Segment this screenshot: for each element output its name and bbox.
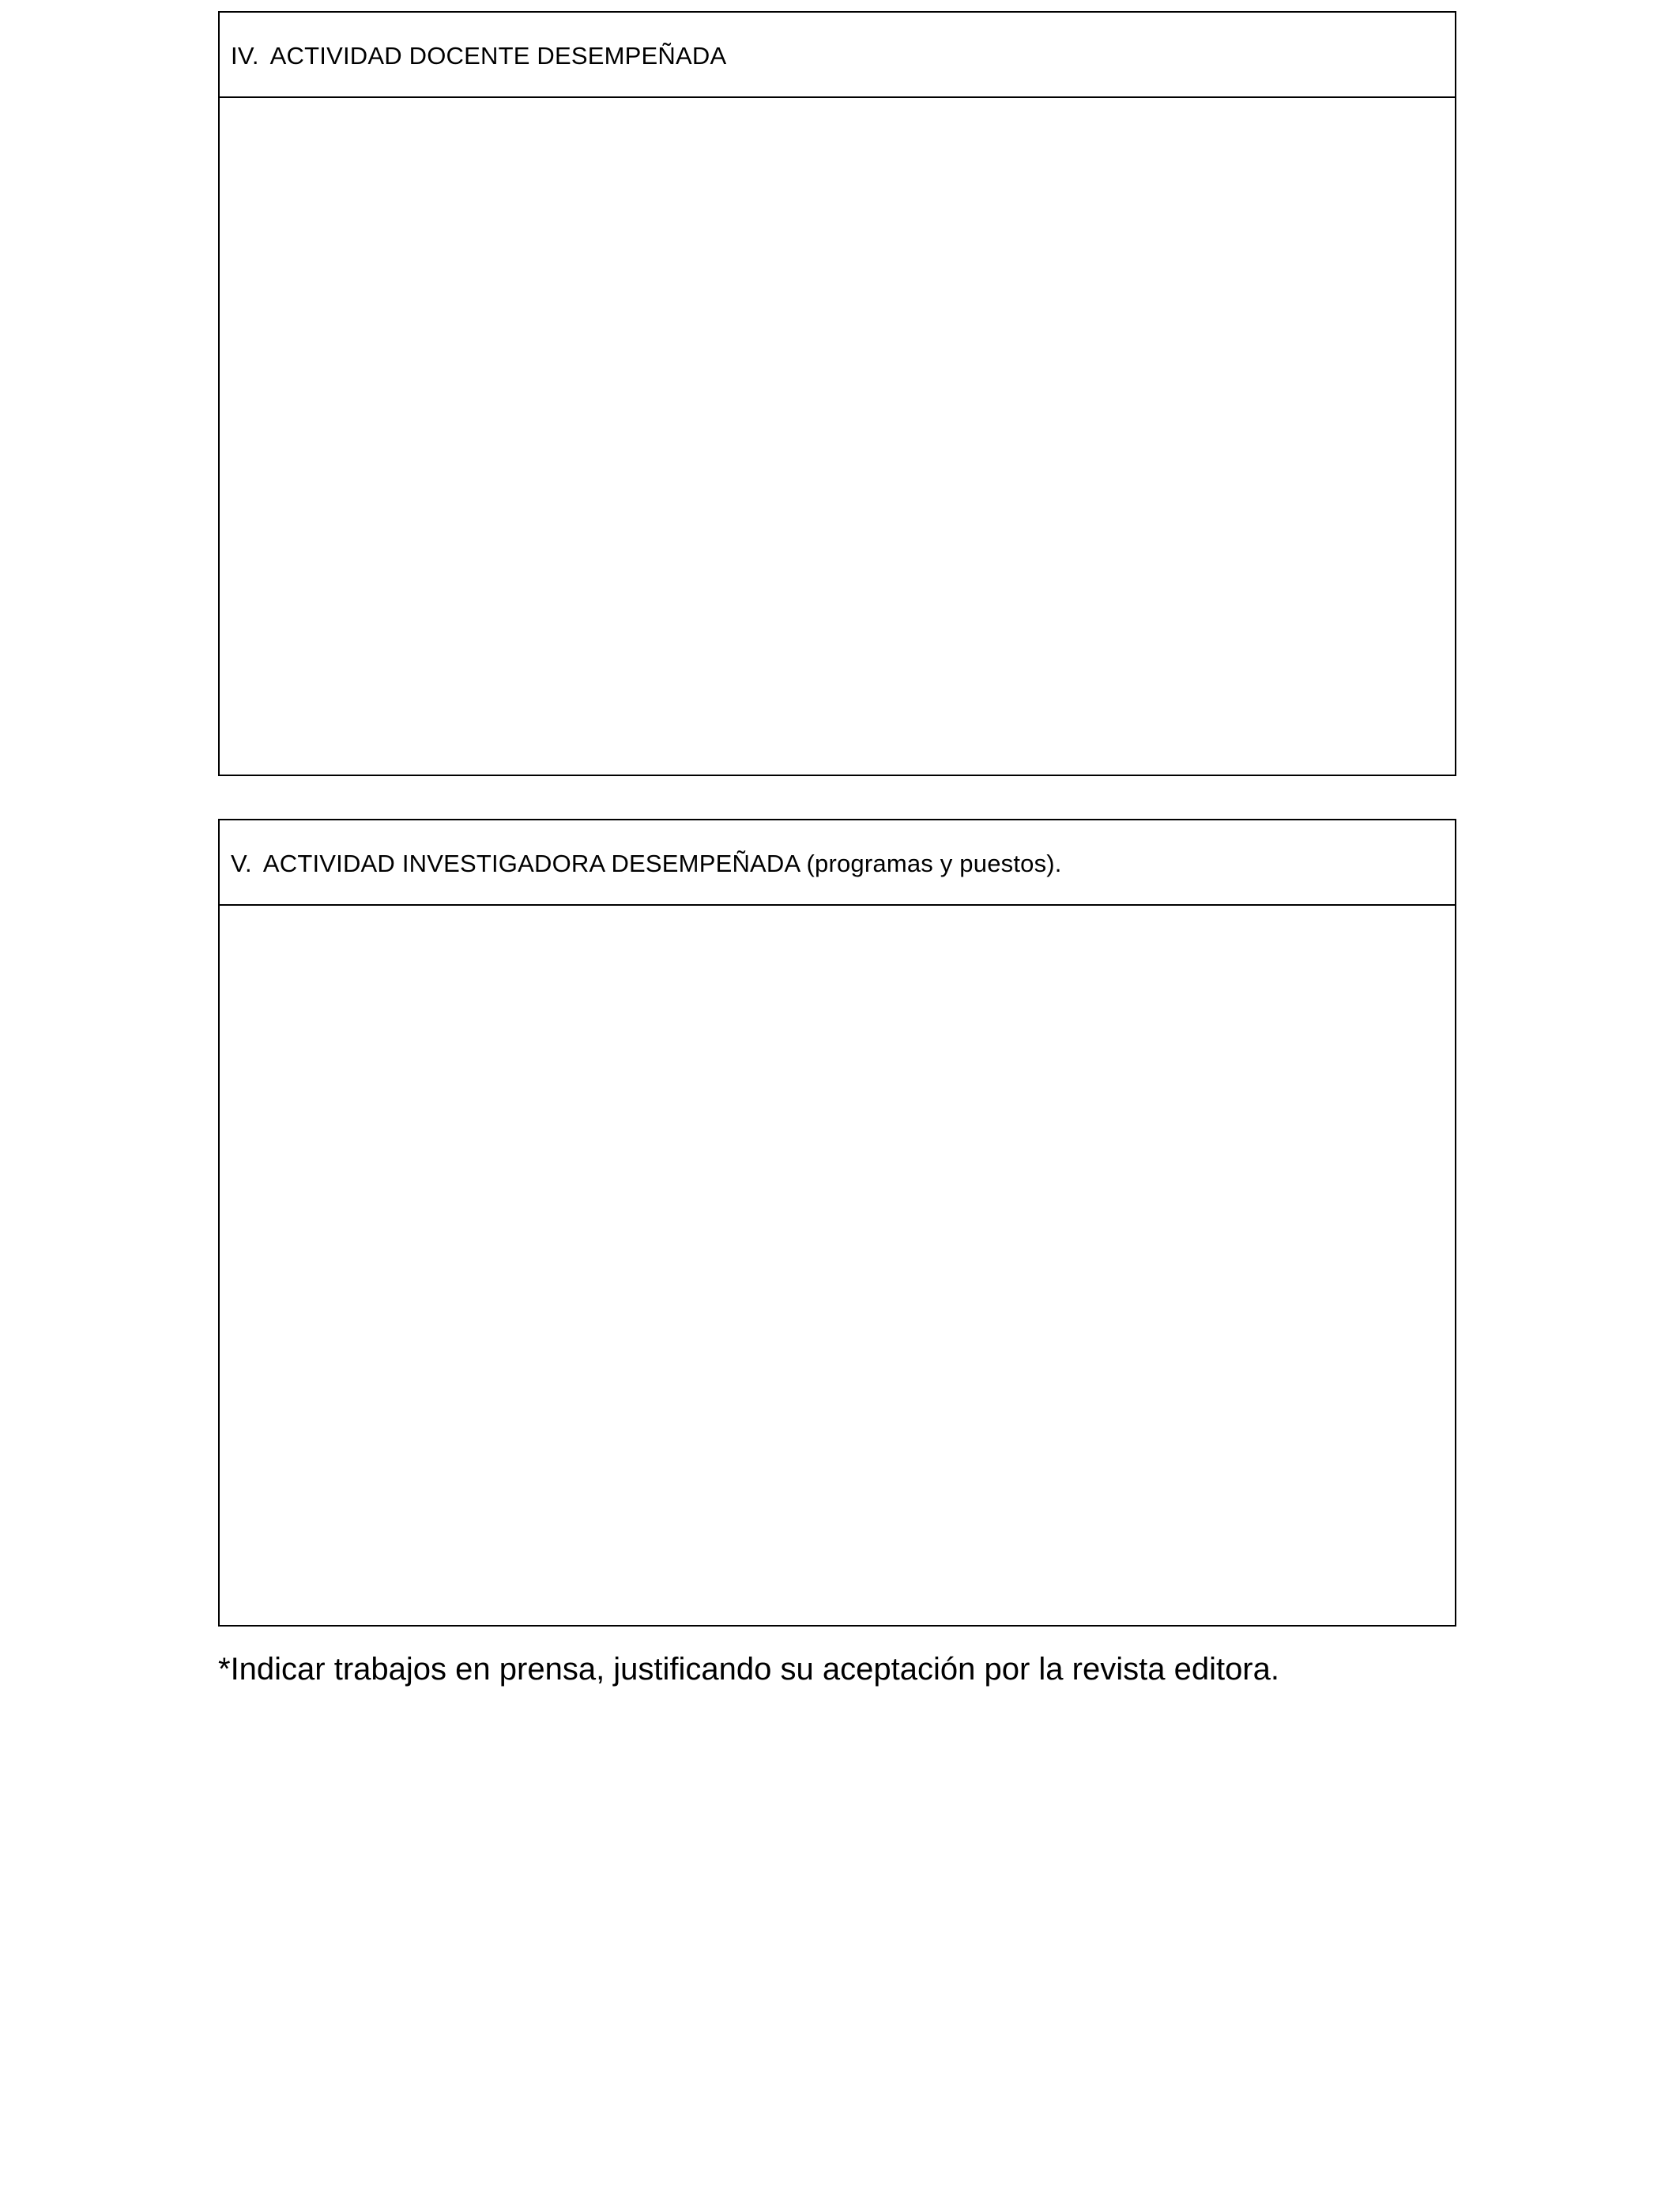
section-v-title: ACTIVIDAD INVESTIGADORA DESEMPEÑADA (programas y puestos). [262,850,1062,877]
section-iv-numeral: IV. [231,42,259,70]
section-v-content-area[interactable] [220,906,1455,1625]
section-v-research-activity [218,819,1456,1627]
section-v-numeral: V. [231,850,252,877]
section-iv-teaching-activity [218,11,1456,776]
section-iv-content-area[interactable] [220,98,1455,775]
footnote: *Indicar trabajos en prensa, justificando su aceptación por la revista editora. [218,1652,1279,1687]
section-v-header [220,820,1455,906]
section-iv-title: ACTIVIDAD DOCENTE DESEMPEÑADA [269,42,727,70]
section-iv-header [220,13,1455,98]
